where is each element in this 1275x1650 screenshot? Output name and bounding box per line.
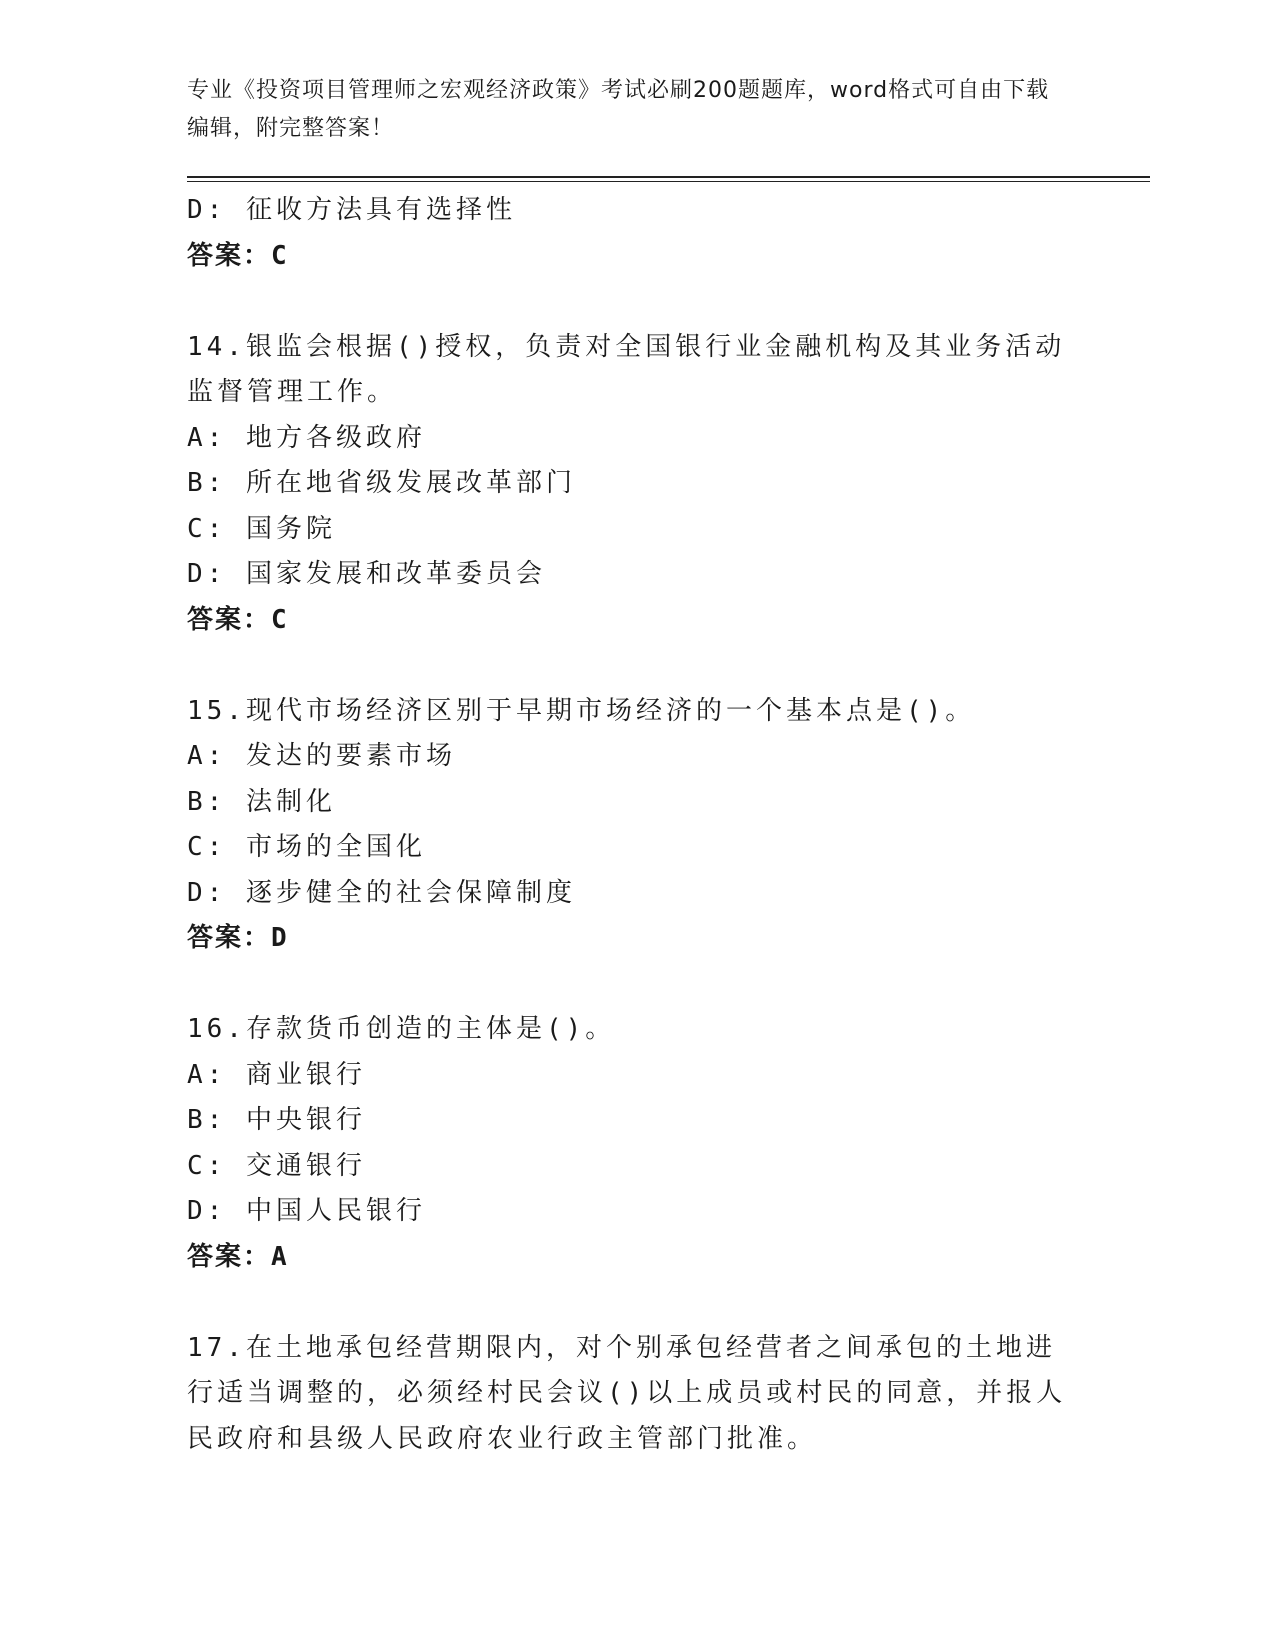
option-d: D: 中国人民银行 — [187, 1196, 426, 1226]
option-a: A: 地方各级政府 — [187, 422, 426, 453]
question-text: 15.现代市场经济区别于早期市场经济的一个基本点是()。 — [187, 695, 976, 726]
option-c: C: 国务院 — [187, 513, 336, 544]
answer-label: 答案：C — [187, 240, 289, 271]
question-text: 14.银监会根据()授权，负责对全国银行业金融机构及其业务活动监督管理工作。 — [187, 331, 1066, 407]
option-c: C: 交通银行 — [187, 1150, 366, 1181]
option-a: A: 发达的要素市场 — [187, 741, 456, 771]
option-b: B: 法制化 — [187, 786, 336, 817]
option-c: C: 市场的全国化 — [187, 832, 426, 862]
question-15 — [187, 689, 1077, 962]
answer-label: 答案：C — [187, 604, 289, 635]
question-16 — [187, 1007, 1077, 1280]
document-body — [187, 188, 1077, 1462]
answer-label: 答案：A — [187, 1241, 289, 1272]
answer-label: 答案：D — [187, 923, 289, 953]
option-d: D: 逐步健全的社会保障制度 — [187, 877, 576, 908]
option-b: B: 中央银行 — [187, 1105, 366, 1135]
question-text: 16.存款货币创造的主体是()。 — [187, 1014, 616, 1044]
header-divider-thin — [187, 181, 1150, 182]
document-header: 专业《投资项目管理师之宏观经济政策》考试必刷200题题库，word格式可自由下载编辑，附完整答案！ — [187, 78, 1050, 141]
option-d: D: 征收方法具有选择性 — [187, 195, 516, 225]
question-text: 17.在土地承包经营期限内，对个别承包经营者之间承包的土地进行适当调整的，必须经村民会议()以上成员或村民的同意，并报人民政府和县级人民政府农业行政主管部门批准。 — [187, 1332, 1067, 1454]
header-divider-thick — [187, 176, 1150, 178]
question-17 — [187, 1326, 1077, 1463]
option-b: B: 所在地省级发展改革部门 — [187, 468, 576, 498]
option-a: A: 商业银行 — [187, 1059, 366, 1090]
option-d: D: 国家发展和改革委员会 — [187, 559, 546, 589]
question-14 — [187, 325, 1077, 644]
